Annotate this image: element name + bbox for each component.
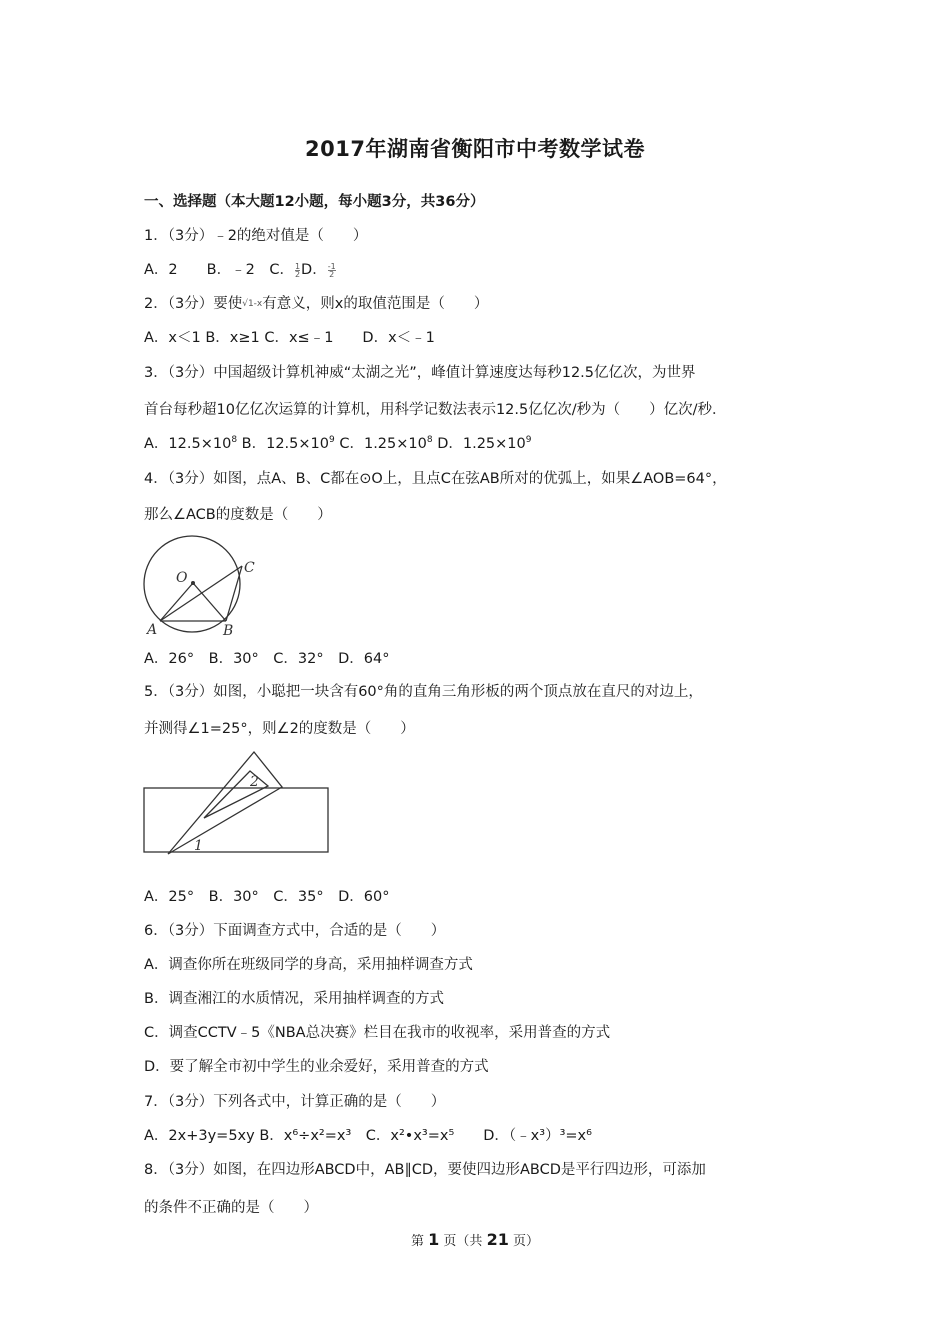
question-2-stem — [144, 292, 488, 313]
q3-option-a: A．12.5×10 — [144, 436, 232, 452]
question-5-stem-line2: 并测得∠1=25°，则∠2的度数是（ ） — [144, 721, 415, 737]
question-4-stem-line1: 4．（3分）如图，点A、B、C都在⊙O上，且点C在弦AB所对的优弧上，如果∠AOB=64°， — [144, 471, 727, 487]
question-7-options: A．2x+3y=5xy B．x⁶÷x²=x³ C．x²•x³=x⁵ D．（﹣x³）³=x⁶ — [144, 1128, 592, 1144]
angle-label-2: 2 — [250, 774, 259, 790]
q3-option-a-exp: 8 — [231, 435, 238, 446]
question-4-stem-line2: 那么∠ACB的度数是（ ） — [144, 507, 332, 523]
question-6-option-a: A．调查你所在班级同学的身高，采用抽样调查方式 — [144, 957, 473, 973]
question-6-option-d: D．要了解全市初中学生的业余爱好，采用普查的方式 — [144, 1059, 489, 1075]
q3-option-c-exp: 8 — [426, 435, 433, 446]
fraction-half: $\frac{1}{2}$ — [294, 261, 301, 279]
q3-option-d: D．1.25×10 — [432, 436, 526, 452]
q2-stem-a: 2．（3分）要使 — [144, 296, 243, 312]
center-point — [191, 581, 195, 585]
footer-pre: 第 — [411, 1234, 429, 1249]
question-4-options: A．26° B．30° C．32° D．64° — [144, 651, 390, 667]
label-c: C — [244, 560, 255, 576]
q3-option-b: B．12.5×10 — [237, 436, 329, 452]
question-3-stem-line2: 首台每秒超10亿亿次运算的计算机，用科学记数法表示12.5亿亿次/秒为（ ）亿次/秒． — [144, 402, 727, 418]
footer-mid: 页（共 — [439, 1234, 487, 1249]
question-1-options — [144, 258, 337, 279]
label-o: O — [176, 570, 188, 586]
question-5-options: A．25° B．30° C．35° D．60° — [144, 889, 390, 905]
question-6-option-b: B．调查湘江的水质情况，采用抽样调查的方式 — [144, 991, 444, 1007]
q2-stem-b: 有意义，则x的取值范围是（ ） — [262, 296, 489, 312]
ruler-triangle-figure — [140, 748, 336, 858]
q3-option-b-exp: 9 — [329, 435, 335, 446]
question-2-options: A．x＜1 B．x≥1 C．x≤﹣1 D．x＜﹣1 — [144, 330, 435, 346]
question-8-stem-line2: 的条件不正确的是（ ） — [144, 1200, 318, 1216]
question-3-options — [144, 432, 532, 453]
sqrt-expression: √1-x — [242, 299, 263, 309]
q1-options-text: A．2 B．﹣2 C． — [144, 262, 294, 278]
question-6-stem: 6．（3分）下面调查方式中，合适的是（ ） — [144, 923, 446, 939]
circle-figure — [138, 534, 266, 640]
q1-option-d: D． — [301, 262, 327, 278]
label-a: A — [147, 622, 158, 638]
current-page-number: 1 — [428, 1230, 440, 1249]
segment-ob — [193, 583, 226, 621]
question-3-stem-line1: 3．（3分）中国超级计算机神威“太湖之光”，峰值计算速度达每秒12.5亿亿次，为世界 — [144, 365, 696, 381]
page-footer — [0, 1230, 950, 1249]
question-7-stem: 7．（3分）下列各式中，计算正确的是（ ） — [144, 1094, 446, 1110]
label-b: B — [223, 623, 234, 639]
question-1-stem: 1．（3分）﹣2的绝对值是（ ） — [144, 228, 368, 244]
angle-label-1: 1 — [194, 838, 203, 854]
q3-option-d-exp: 9 — [525, 435, 532, 446]
set-square-outer — [168, 752, 282, 854]
q3-option-c: C．1.25×10 — [334, 436, 427, 452]
question-5-stem-line1: 5．（3分）如图，小聪把一块含有60°角的直角三角形板的两个顶点放在直尺的对边上， — [144, 684, 703, 700]
footer-post: 页） — [508, 1234, 539, 1249]
section-heading: 一、选择题（本大题12小题，每小题3分，共36分） — [144, 194, 485, 210]
fraction-neg-half: $\frac{-1}{2}$ — [327, 261, 336, 279]
ruler — [144, 788, 328, 852]
page-title: 2017年湖南省衡阳市中考数学试卷 — [305, 137, 645, 161]
total-page-count: 21 — [486, 1230, 509, 1249]
question-8-stem-line1: 8．（3分）如图，在四边形ABCD中，AB∥CD，要使四边形ABCD是平行四边形，可添加 — [144, 1162, 706, 1178]
question-6-option-c: C．调查CCTV﹣5《NBA总决赛》栏目在我市的收视率，采用普查的方式 — [144, 1025, 611, 1041]
